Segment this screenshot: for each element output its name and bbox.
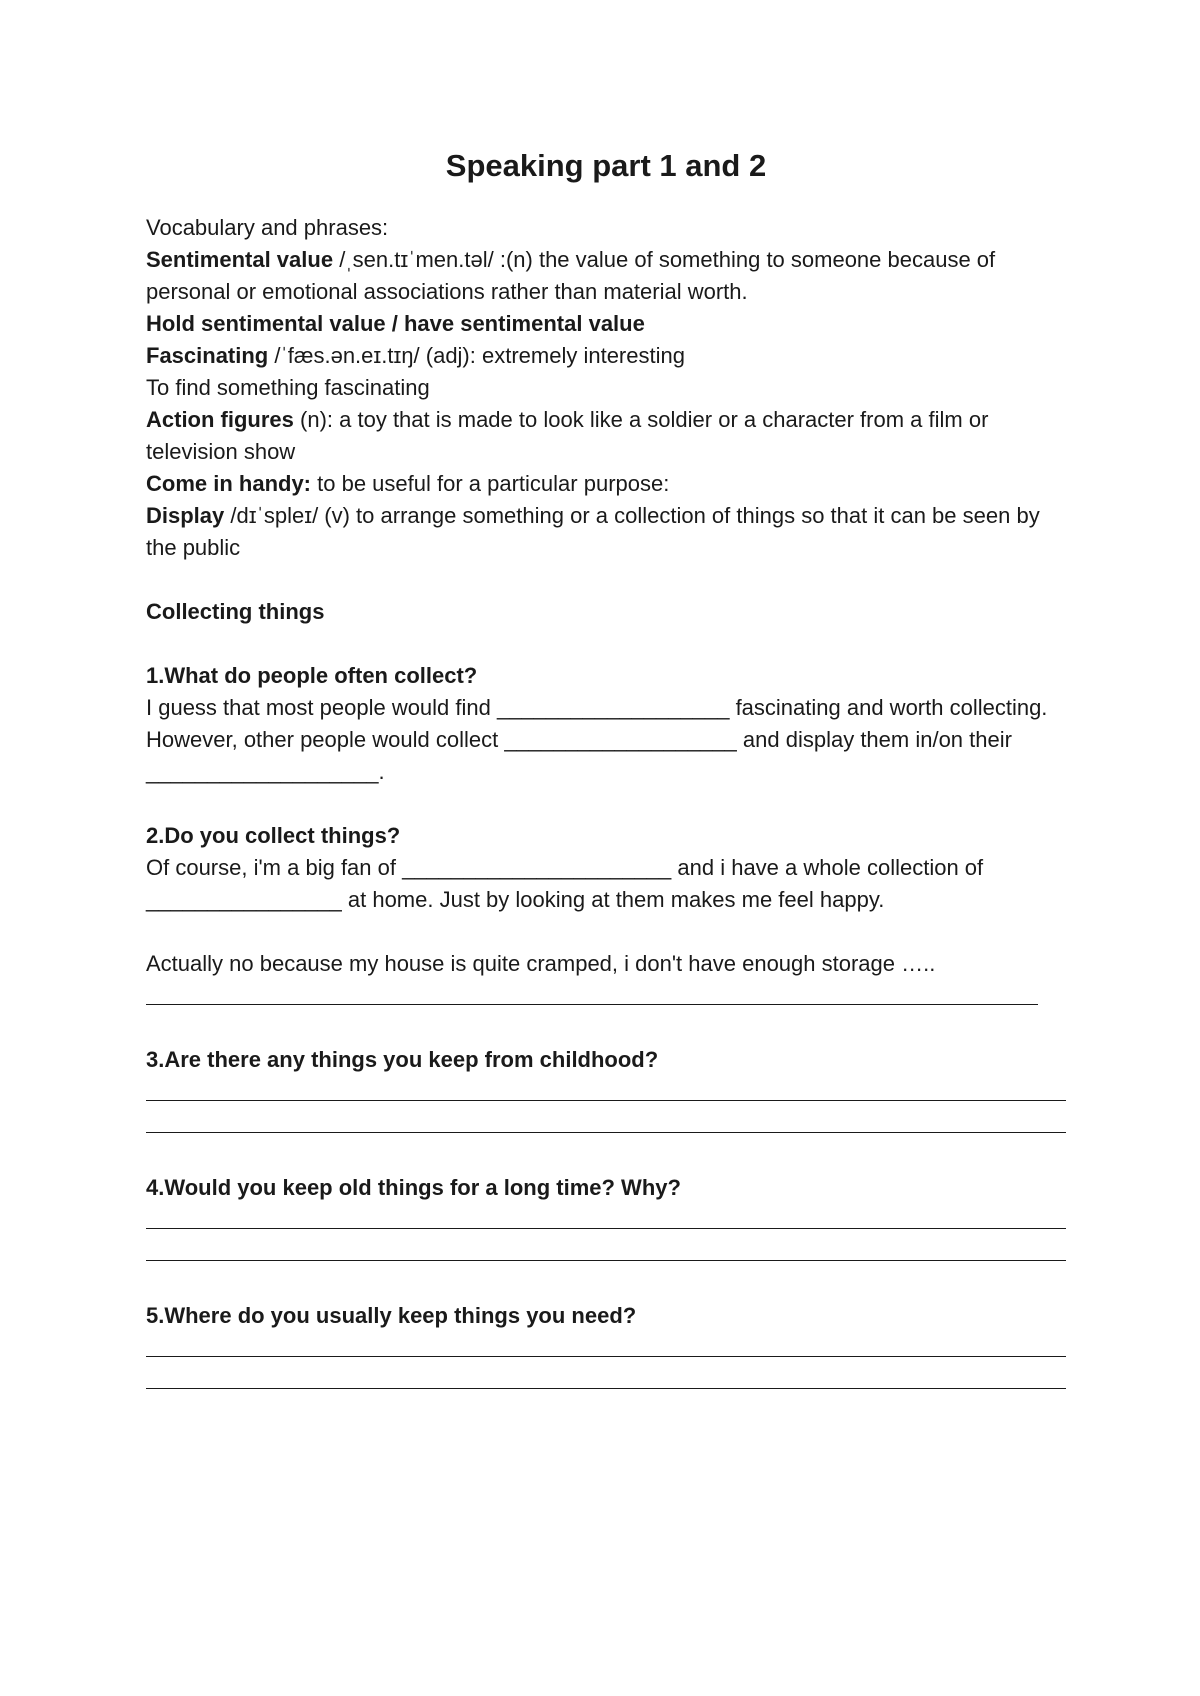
section-title: Collecting things — [146, 599, 325, 624]
vocab-term: Come in handy: — [146, 471, 312, 496]
vocab-definition: to be useful for a particular purpose: — [311, 471, 670, 496]
answer-prompt: Actually no because my house is quite cramped, i don't have enough storage ….. — [146, 951, 936, 976]
answer-line[interactable] — [146, 1204, 1066, 1236]
vocab-definition: /ˌsen.tɪˈmen.təl/ :(n) the value of something to someone because of personal or emotional associations rather than material worth. — [146, 247, 996, 304]
vocabulary-heading: Vocabulary and phrases: — [146, 215, 389, 240]
vocab-entry-action-figures — [146, 404, 1066, 468]
answer-prompt: Of course, i'm a big fan of ______________________ and i have a whole collection of ________________ at home. Just by looking at them makes me feel happy. — [146, 855, 984, 912]
question-2 — [146, 820, 1066, 1012]
answer-line[interactable] — [146, 1364, 1066, 1396]
vocab-definition: (n): a toy that is made to look like a soldier or a character from a film or television show — [146, 407, 989, 464]
question-text: 2.Do you collect things? — [146, 823, 401, 848]
vocab-entry-display — [146, 500, 1066, 564]
vocab-term: Fascinating — [146, 343, 269, 368]
answer-line[interactable] — [146, 1332, 1066, 1364]
question-text: 3.Are there any things you keep from childhood? — [146, 1047, 659, 1072]
vocab-definition: /ˈfæs.ən.eɪ.tɪŋ/ (adj): extremely interesting — [268, 343, 685, 368]
answer-line[interactable] — [146, 1236, 1066, 1268]
question-1 — [146, 660, 1066, 788]
vocab-term: Action figures — [146, 407, 294, 432]
answer-prompt: I guess that most people would find ___________________ fascinating and worth collecting. — [146, 695, 1048, 720]
question-3 — [146, 1044, 1066, 1140]
answer-line[interactable] — [146, 980, 1066, 1012]
vocab-entry-come-in-handy — [146, 468, 1066, 500]
question-text: 1.What do people often collect? — [146, 663, 478, 688]
vocab-phrase-hold: Hold sentimental value / have sentimental value — [146, 311, 645, 336]
page-title: Speaking part 1 and 2 — [445, 148, 767, 183]
vocab-entry-sentimental — [146, 244, 1066, 308]
vocab-entry-fascinating — [146, 340, 1066, 372]
vocab-term: Display — [146, 503, 225, 528]
question-5 — [146, 1300, 1066, 1396]
question-text: 5.Where do you usually keep things you need? — [146, 1303, 637, 1328]
question-4 — [146, 1172, 1066, 1268]
worksheet-page — [146, 140, 1066, 1396]
vocab-term: Sentimental value — [146, 247, 334, 272]
answer-line[interactable] — [146, 1076, 1066, 1108]
vocabulary-section — [146, 212, 1066, 564]
vocab-phrase-find: To find something fascinating — [146, 375, 430, 400]
answer-line[interactable] — [146, 1108, 1066, 1140]
question-text: 4.Would you keep old things for a long time? Why? — [146, 1175, 681, 1200]
vocab-definition: /dɪˈspleɪ/ (v) to arrange something or a collection of things so that it can be seen by the public — [146, 503, 1040, 560]
answer-prompt: However, other people would collect ___________________ and display them in/on their ___________________. — [146, 727, 1012, 784]
